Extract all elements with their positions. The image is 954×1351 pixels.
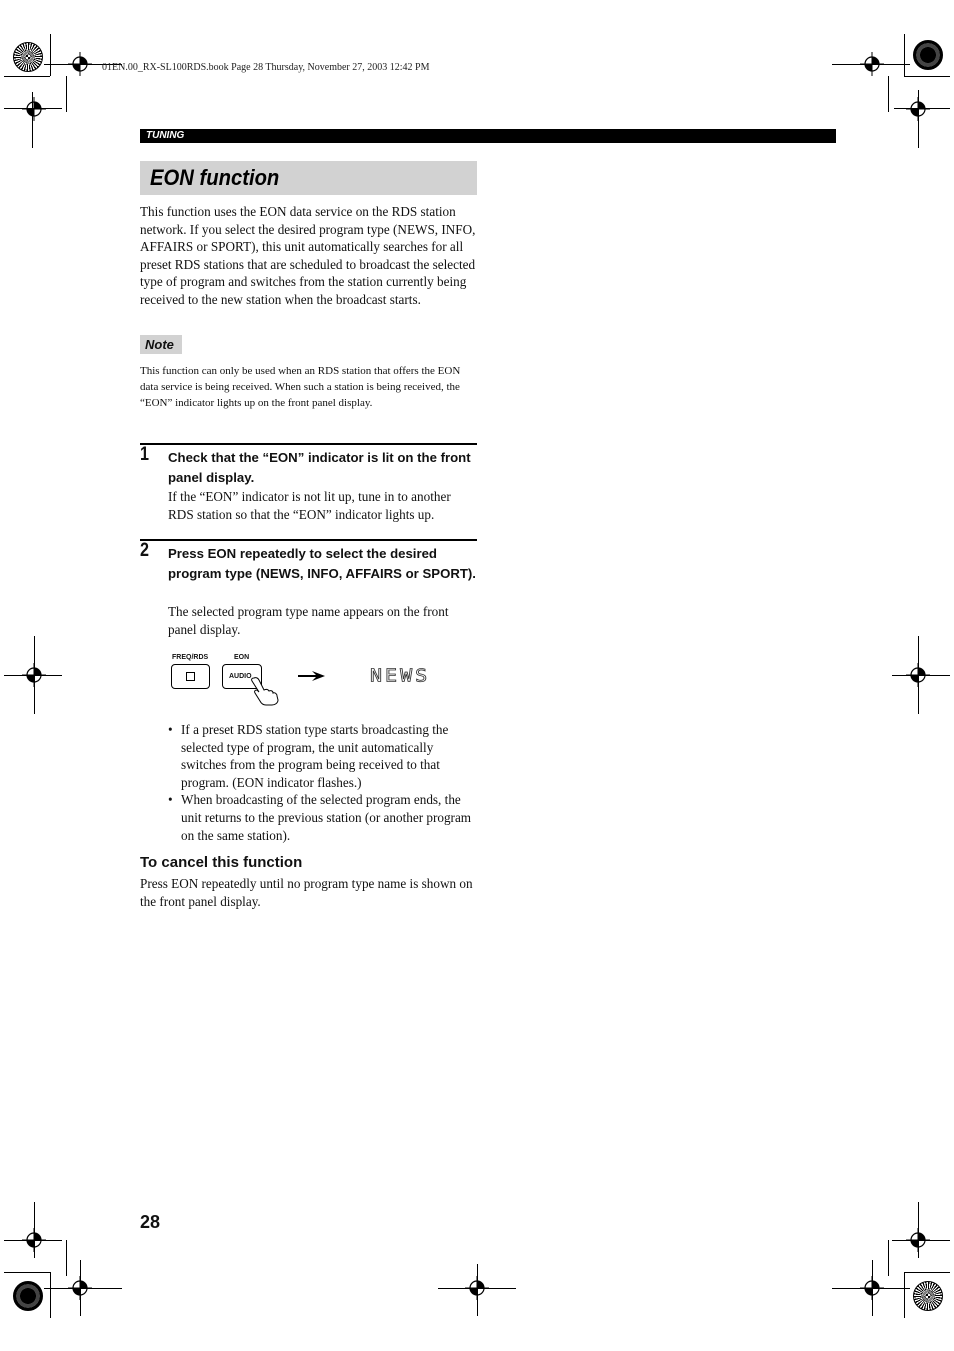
registration-crosshair-icon bbox=[906, 97, 930, 121]
registration-starburst-icon bbox=[913, 40, 943, 70]
eon-label: EON bbox=[234, 654, 250, 661]
page-number: 28 bbox=[140, 1212, 161, 1232]
registration-crosshair-icon bbox=[860, 52, 884, 76]
registration-crosshair-icon bbox=[860, 1276, 884, 1300]
registration-crosshair-icon bbox=[22, 663, 46, 687]
front-panel-display: NEWS bbox=[370, 664, 431, 686]
step-1-heading: Check that the “EON” indicator is lit on the front panel display. bbox=[168, 450, 471, 485]
right-arrow-icon bbox=[298, 670, 326, 682]
audio-label: AUDIO bbox=[229, 673, 252, 680]
bullet-list bbox=[168, 721, 480, 844]
registration-starburst-icon bbox=[13, 42, 43, 72]
freq-rds-button bbox=[171, 664, 210, 689]
registration-starburst-icon bbox=[13, 1281, 43, 1311]
step-2-number: 2 bbox=[140, 540, 149, 561]
page-title: EON function bbox=[150, 165, 280, 190]
registration-crosshair-icon bbox=[906, 1228, 930, 1252]
step-1-body: If the “EON” indicator is not lit up, tune in to another RDS station so that the “EON” indicator lights up. bbox=[168, 489, 451, 522]
file-info-header: 01EN.00_RX-SL100RDS.book Page 28 Thursday, November 27, 2003 12:42 PM bbox=[102, 62, 430, 73]
note-label: Note bbox=[140, 335, 182, 354]
step-1-rule bbox=[140, 443, 477, 445]
list-item: • If a preset RDS station type starts broadcasting the selected type of program, the unit automatically switches from the program being received to that program. (EON indicator flashes.) bbox=[168, 721, 480, 791]
step-2-heading: Press EON repeatedly to select the desired program type (NEWS, INFO, AFFAIRS or SPORT). bbox=[168, 546, 476, 581]
registration-crosshair-icon bbox=[22, 97, 46, 121]
step-2-rule bbox=[140, 539, 477, 541]
cancel-text: Press EON repeatedly until no program type name is shown on the front panel display. bbox=[140, 876, 473, 909]
pointing-hand-icon bbox=[248, 676, 282, 706]
title-box bbox=[140, 161, 477, 195]
registration-crosshair-icon bbox=[22, 1228, 46, 1252]
note-text: This function can only be used when an RDS station that offers the EON data service is being received. When such a station is being received, the “EON” indicator lights up on the front panel display. bbox=[140, 365, 461, 409]
registration-crosshair-icon bbox=[465, 1276, 489, 1300]
section-label: TUNING bbox=[146, 130, 185, 141]
registration-starburst-icon bbox=[913, 1281, 943, 1311]
cancel-heading: To cancel this function bbox=[140, 854, 303, 871]
intro-paragraph: This function uses the EON data service on the RDS station network. If you select the desired program type (NEWS, INFO, AFFAIRS or SPORT), this unit automatically searches for all preset RDS stations that are scheduled to broadcast the selected type of program and switches from the station currently being received to the new station when the broadcast starts. bbox=[140, 204, 476, 307]
step-1-number: 1 bbox=[140, 444, 149, 465]
list-item: • When broadcasting of the selected program ends, the unit returns to the previous station (or another program on the same station). bbox=[168, 791, 480, 844]
step-2-body: The selected program type name appears on the front panel display. bbox=[168, 604, 449, 637]
registration-crosshair-icon bbox=[68, 1276, 92, 1300]
registration-crosshair-icon bbox=[906, 663, 930, 687]
section-bar bbox=[140, 129, 836, 143]
freq-rds-label: FREQ/RDS bbox=[172, 654, 209, 661]
